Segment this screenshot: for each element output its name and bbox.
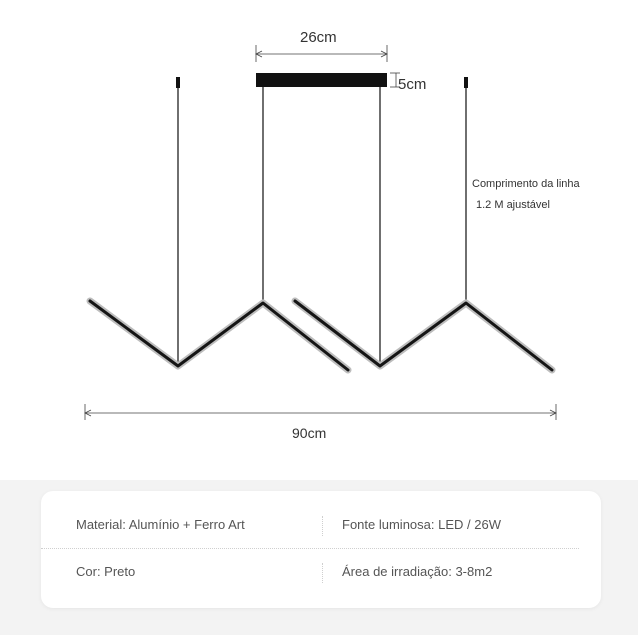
spec-card [41, 491, 601, 608]
column-divider [322, 516, 323, 536]
spec-light-source: Fonte luminosa: LED / 26W [342, 517, 501, 532]
spec-material: Material: Alumínio + Ferro Art [76, 517, 245, 532]
cable-length-value: 1.2 M ajustável [476, 199, 550, 211]
spec-color: Cor: Preto [76, 564, 136, 579]
canopy-height-label: 5cm [398, 76, 427, 93]
canopy-width-dimension [256, 45, 387, 62]
canopy-width-label: 26cm [300, 29, 337, 46]
ceiling-canopy [256, 73, 387, 87]
cable-length-label: Comprimento da linha [472, 178, 580, 190]
total-width-label: 90cm [292, 425, 327, 441]
spec-irradiation-area: Área de irradiação: 3-8m2 [342, 564, 493, 579]
total-width-dimension [85, 404, 556, 420]
row-divider [41, 548, 579, 549]
column-divider [322, 563, 323, 583]
